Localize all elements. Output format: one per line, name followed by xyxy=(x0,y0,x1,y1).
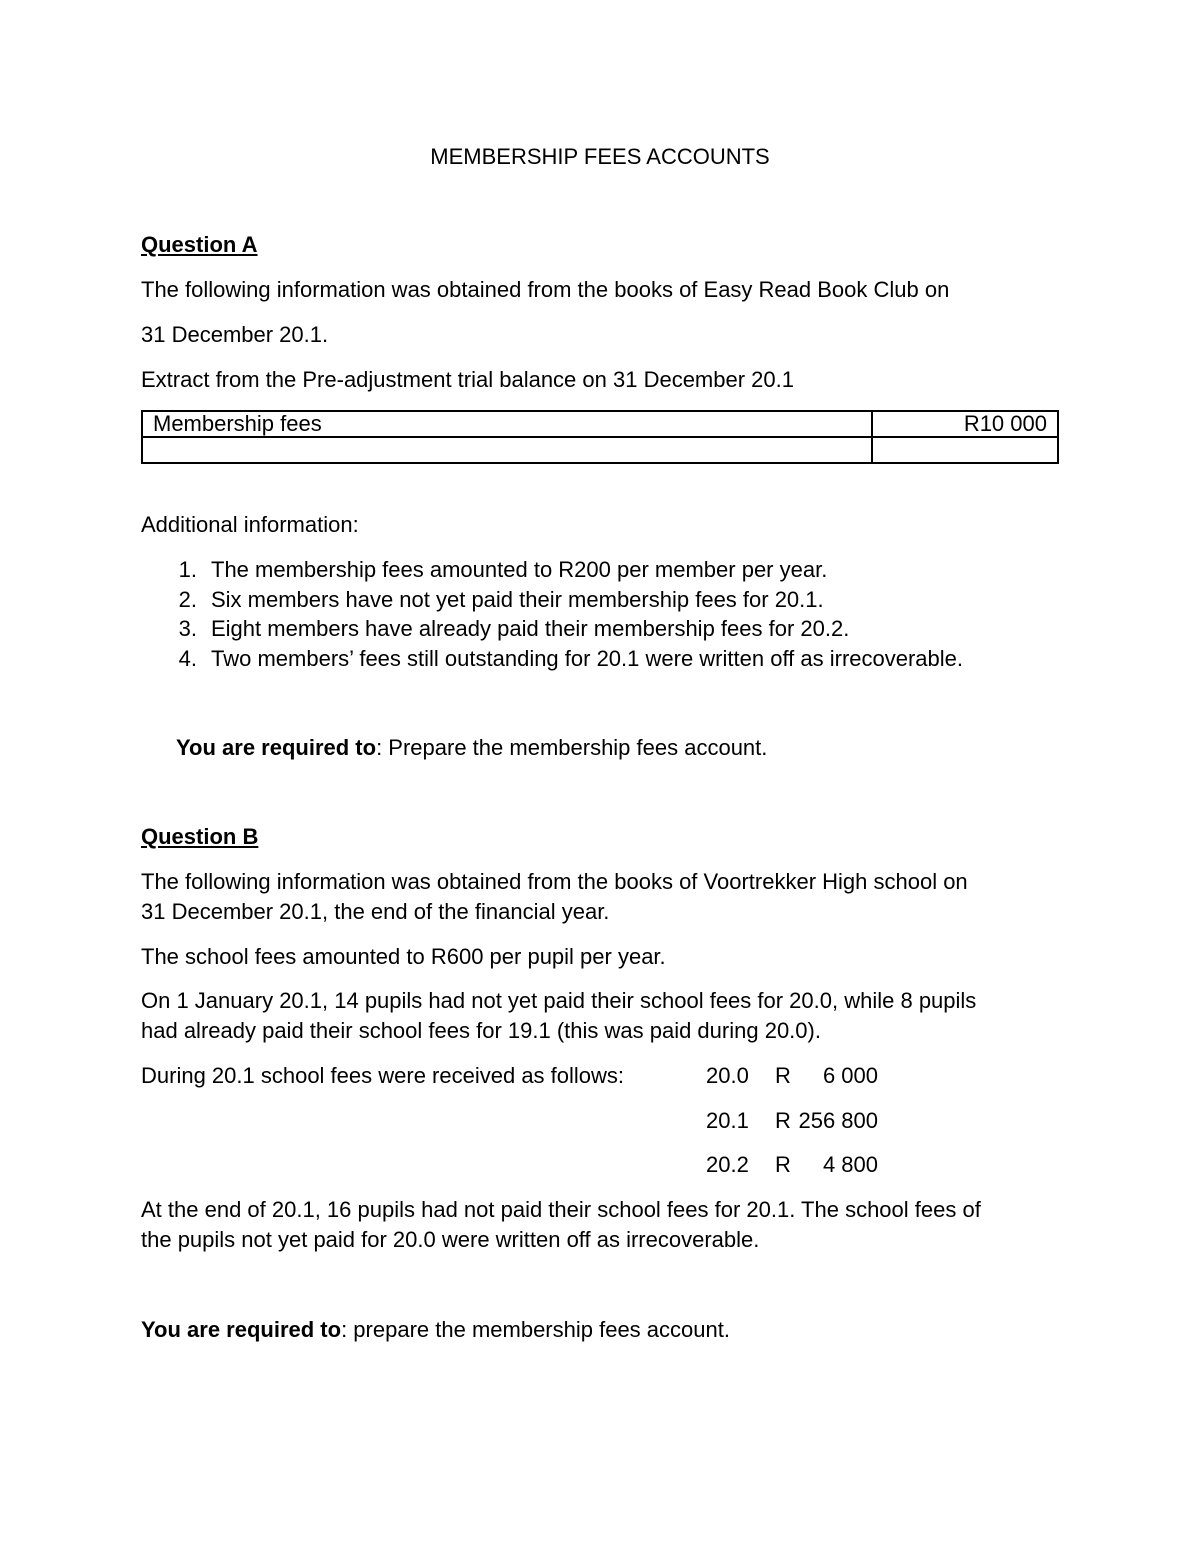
question-a-requirement xyxy=(176,735,767,761)
question-b-para4-line1: At the end of 20.1, 16 pupils had not paid their school fees for 20.1. The school fees of xyxy=(141,1197,981,1222)
table-row xyxy=(142,411,1058,437)
list-item-text: The membership fees amounted to R200 per member per year. xyxy=(211,557,828,582)
question-b-heading: Question B xyxy=(141,824,259,849)
question-a-intro-line2: 31 December 20.1. xyxy=(141,322,329,347)
receipt-year: 20.0 xyxy=(706,1063,749,1088)
table-cell-amount: R10 000 xyxy=(872,411,1058,437)
requirement-text: : Prepare the membership fees account. xyxy=(376,735,768,760)
list-item-number: 1. xyxy=(178,557,197,582)
question-b-requirement xyxy=(141,1317,730,1343)
question-a-extract-label: Extract from the Pre-adjustment trial balance on 31 December 20.1 xyxy=(141,367,794,392)
receipts-label: During 20.1 school fees were received as follows: xyxy=(141,1063,625,1088)
table-cell-amount xyxy=(872,437,1058,463)
list-item-text: Six members have not yet paid their membership fees for 20.1. xyxy=(211,586,824,612)
question-a-heading: Question A xyxy=(141,232,258,257)
list-item-text: Two members’ fees still outstanding for 20.1 were written off as irrecoverable. xyxy=(211,645,964,671)
table-row xyxy=(142,437,1058,463)
list-item-number: 3. xyxy=(178,616,197,641)
receipt-currency: R xyxy=(775,1108,791,1133)
list-item-number: 4. xyxy=(178,645,197,671)
question-b-para2: The school fees amounted to R600 per pupil per year. xyxy=(141,944,666,969)
trial-balance-table xyxy=(141,410,1059,464)
receipt-year: 20.2 xyxy=(706,1152,749,1177)
additional-info-heading: Additional information: xyxy=(141,512,359,537)
list-item-number: 2. xyxy=(178,586,197,612)
question-b-para3-line1: On 1 January 20.1, 14 pupils had not yet paid their school fees for 20.0, while 8 pupils xyxy=(141,988,977,1013)
document-title: MEMBERSHIP FEES ACCOUNTS xyxy=(430,144,770,169)
receipt-year: 20.1 xyxy=(706,1108,749,1133)
question-b-para3-line2: had already paid their school fees for 19.1 (this was paid during 20.0). xyxy=(141,1018,821,1043)
question-b-para4-line2: the pupils not yet paid for 20.0 were written off as irrecoverable. xyxy=(141,1227,760,1252)
requirement-bold: You are required to xyxy=(176,735,377,760)
requirement-text: : prepare the membership fees account. xyxy=(341,1317,730,1342)
receipt-currency: R xyxy=(775,1152,791,1177)
question-b-para1-line2: 31 December 20.1, the end of the financial year. xyxy=(141,899,610,924)
list-item-text: Eight members have already paid their membership fees for 20.2. xyxy=(211,616,850,641)
receipt-currency: R xyxy=(775,1063,791,1088)
question-a-intro-line1: The following information was obtained from the books of Easy Read Book Club on xyxy=(141,277,950,302)
table-cell-label xyxy=(142,437,872,463)
requirement-bold: You are required to xyxy=(141,1317,342,1342)
receipt-amount: 256 800 xyxy=(798,1108,878,1133)
question-b-para1-line1: The following information was obtained from the books of Voortrekker High school on xyxy=(141,869,968,894)
receipt-amount: 6 000 xyxy=(822,1063,878,1088)
table-cell-label: Membership fees xyxy=(142,411,872,437)
receipt-amount: 4 800 xyxy=(822,1152,878,1177)
